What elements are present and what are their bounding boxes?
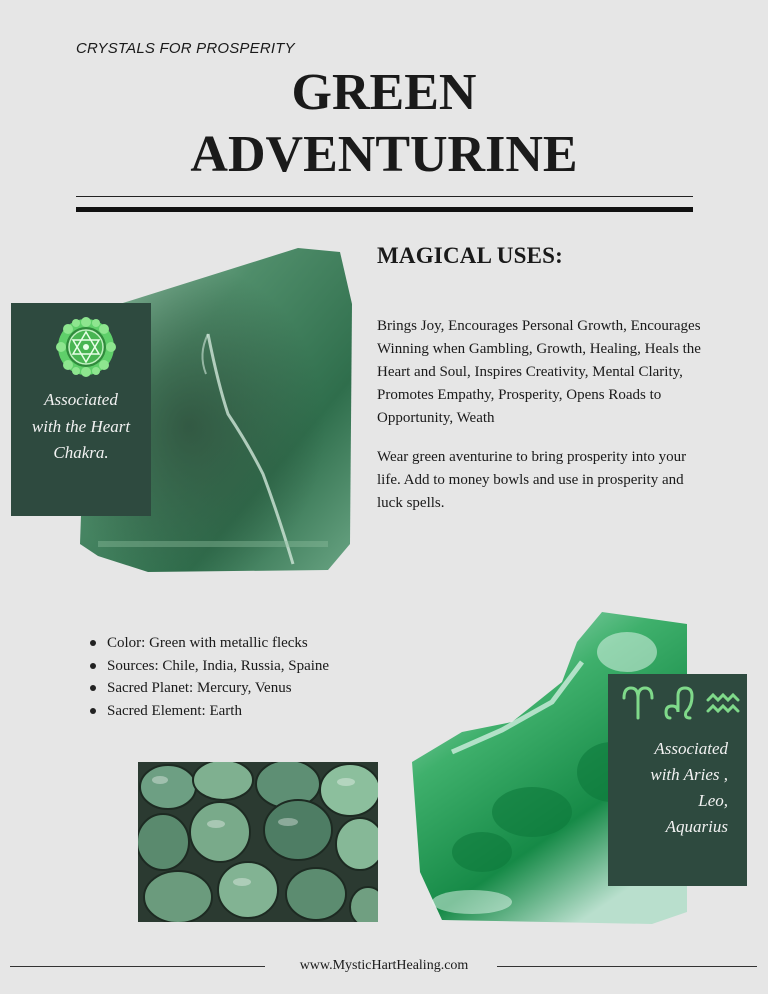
zodiac-caption [608,736,728,840]
page-title [0,62,768,186]
title-line-1: GREEN [291,64,477,121]
heart-chakra-icon [56,317,116,377]
fact-sources: Sources: Chile, India, Russia, Spaine [88,655,329,678]
divider-thin [76,196,693,197]
footer-rule-right [497,966,757,967]
fact-planet: Sacred Planet: Mercury, Venus [88,677,329,700]
zodiac-caption-line-3: Leo, [698,791,728,810]
title-line-2: ADVENTURINE [190,126,578,183]
leo-icon [666,688,692,718]
magical-uses-paragraph-2: Wear green aventurine to bring prosperity into your life. Add to money bowls and use in prosperity and luck spells. [377,449,687,511]
zodiac-icons [620,684,740,724]
facts-list [88,632,329,722]
kicker-text: CRYSTALS FOR PROSPERITY [76,40,295,57]
tumbled-stones-image [138,762,378,922]
divider-thick [76,207,693,212]
fact-element: Sacred Element: Earth [88,700,329,723]
aries-icon [624,688,652,718]
zodiac-panel [608,674,747,886]
magical-uses-body [377,315,707,531]
magical-uses-heading: MAGICAL USES: [377,243,563,268]
footer-url[interactable]: www.MysticHartHealing.com [299,958,469,973]
chakra-panel [11,303,151,516]
zodiac-caption-line-1: Associated [654,739,728,758]
chakra-caption: Associated with the Heart Chakra. [31,390,131,462]
fact-color: Color: Green with metallic flecks [88,632,329,655]
magical-uses-paragraph-1: Brings Joy, Encourages Personal Growth, Encourages Winning when Gambling, Growth, Healing, Heals the Heart and Soul, Inspires Creativity, Mental Clarity, Promotes Empathy, Prosperity, Opens Roads to Opportunity, Weath [377,318,701,426]
zodiac-caption-line-2: with Aries , [650,765,728,784]
aquarius-icon [708,695,738,711]
zodiac-caption-line-4: Aquarius [665,817,728,836]
